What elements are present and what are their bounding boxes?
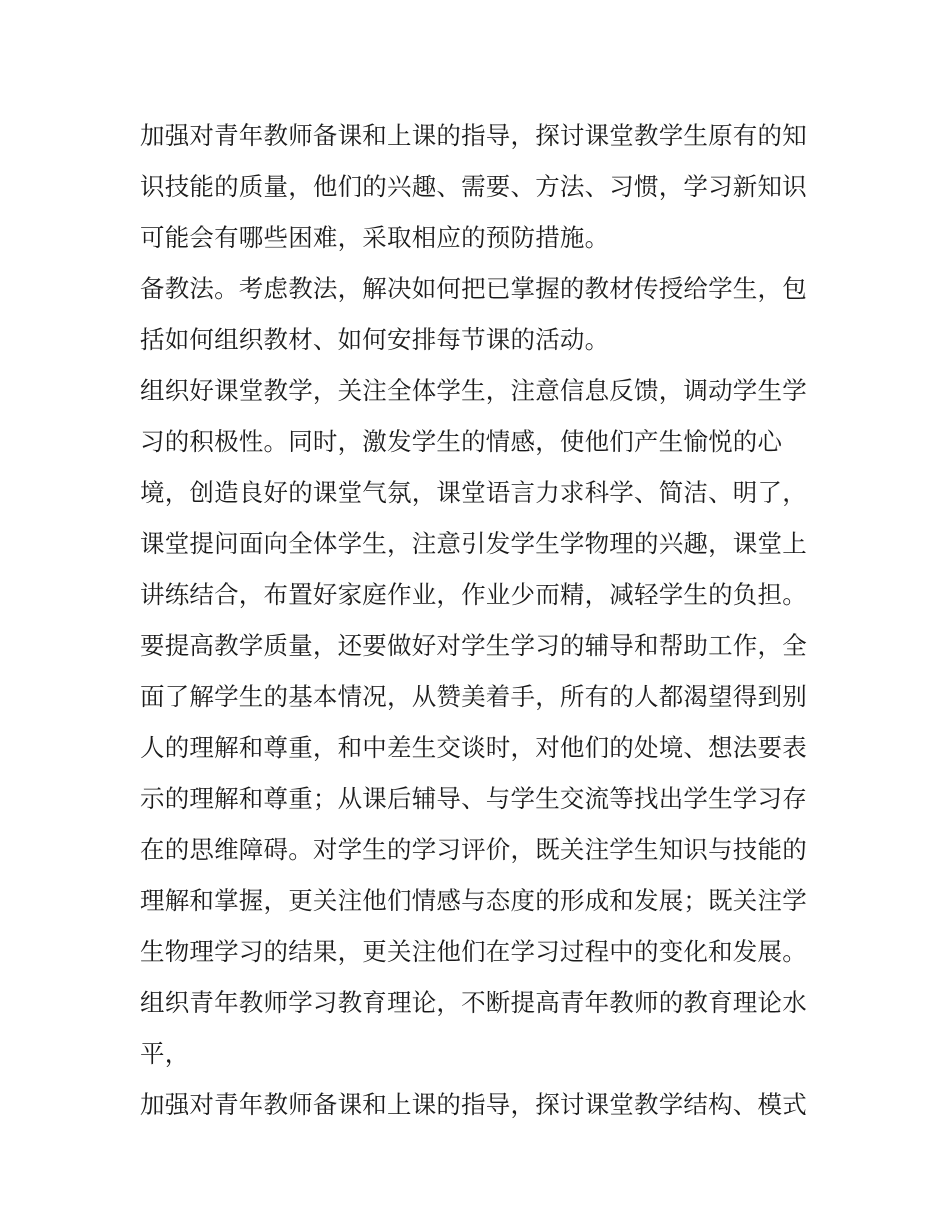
text-line: 示的理解和尊重；从课后辅导、与学生交流等找出学生学习存 bbox=[140, 784, 807, 813]
text-line: 识技能的质量，他们的兴趣、需要、方法、习惯，学习新知识 bbox=[140, 172, 807, 201]
text-line: 面了解学生的基本情况，从赞美着手，所有的人都渴望得到别 bbox=[140, 682, 807, 711]
text-line: 备教法。考虑教法，解决如何把已掌握的教材传授给学生，包 bbox=[140, 274, 807, 303]
text-line: 要提高教学质量，还要做好对学生学习的辅导和帮助工作，全 bbox=[140, 631, 807, 660]
text-line: 生物理学习的结果，更关注他们在学习过程中的变化和发展。 bbox=[140, 937, 807, 966]
text-line: 平， bbox=[140, 1039, 190, 1068]
text-line: 讲练结合，布置好家庭作业，作业少而精，减轻学生的负担。 bbox=[140, 580, 807, 609]
text-line: 可能会有哪些困难，采取相应的预防措施。 bbox=[140, 223, 610, 252]
text-line: 在的思维障碍。对学生的学习评价，既关注学生知识与技能的 bbox=[140, 835, 807, 864]
text-line: 课堂提问面向全体学生，注意引发学生学物理的兴趣，课堂上 bbox=[140, 529, 807, 558]
text-line: 境，创造良好的课堂气氛，课堂语言力求科学、简洁、明了， bbox=[140, 478, 807, 507]
text-line: 组织青年教师学习教育理论，不断提高青年教师的教育理论水 bbox=[140, 988, 807, 1017]
text-line: 组织好课堂教学，关注全体学生，注意信息反馈，调动学生学 bbox=[140, 376, 807, 405]
text-line: 理解和掌握，更关注他们情感与态度的形成和发展；既关注学 bbox=[140, 886, 807, 915]
text-line: 加强对青年教师备课和上课的指导，探讨课堂教学生原有的知 bbox=[140, 121, 807, 150]
text-line: 加强对青年教师备课和上课的指导，探讨课堂教学结构、模式 bbox=[140, 1090, 807, 1119]
text-line: 人的理解和尊重，和中差生交谈时，对他们的处境、想法要表 bbox=[140, 733, 807, 762]
text-line: 习的积极性。同时，激发学生的情感，使他们产生愉悦的心 bbox=[140, 427, 783, 456]
document-body bbox=[140, 110, 820, 1130]
text-line: 括如何组织教材、如何安排每节课的活动。 bbox=[140, 325, 610, 354]
